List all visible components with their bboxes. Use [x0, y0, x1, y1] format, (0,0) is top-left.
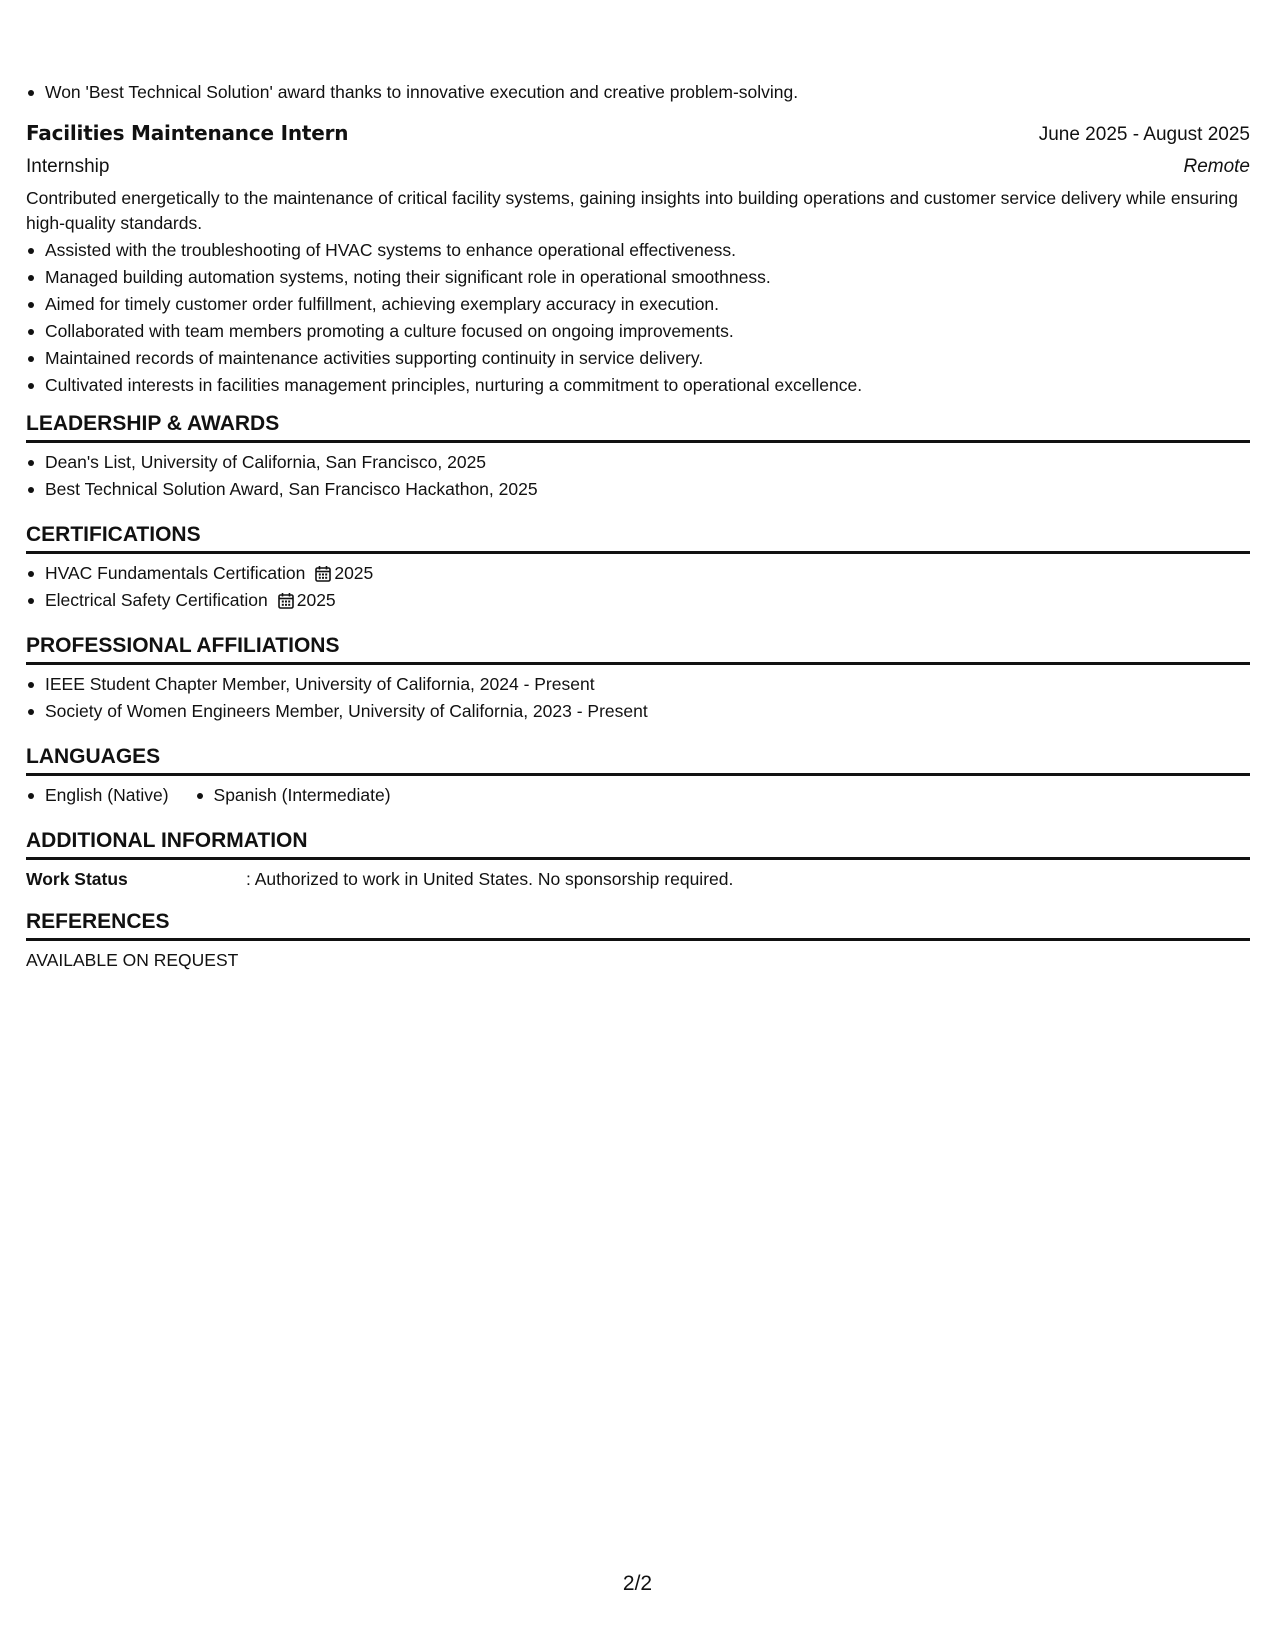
list-item [26, 587, 1250, 614]
previous-job-bullets [26, 79, 1250, 106]
languages-section [26, 744, 1250, 809]
section-heading: LANGUAGES [26, 744, 1250, 776]
list-item: Maintained records of maintenance activities supporting continuity in service delivery. [26, 345, 1250, 372]
certification-year: 2025 [296, 590, 336, 610]
additional-info-section [26, 828, 1250, 893]
work-status-value: : Authorized to work in United States. No sponsorship required. [246, 869, 734, 889]
job-dates: June 2025 - August 2025 [1038, 124, 1250, 145]
affiliations-section [26, 633, 1250, 725]
list-item: Managed building automation systems, noting their significant role in operational smoothness. [26, 264, 1250, 291]
job-bullets [26, 237, 1250, 399]
job-location: Remote [1183, 156, 1250, 177]
certification-name: HVAC Fundamentals Certification [45, 563, 306, 583]
list-item: Society of Women Engineers Member, University of California, 2023 - Present [26, 698, 1250, 725]
list-item: Won 'Best Technical Solution' award thanks to innovative execution and creative problem-solving. [26, 79, 1250, 106]
section-heading: REFERENCES [26, 909, 1250, 941]
page-number: 2/2 [622, 1572, 653, 1595]
job-entry [26, 117, 1250, 399]
certifications-section [26, 522, 1250, 614]
list-item: Assisted with the troubleshooting of HVAC systems to enhance operational effectiveness. [26, 237, 1250, 264]
references-section [26, 909, 1250, 974]
job-type: Internship [26, 156, 110, 177]
certification-year: 2025 [334, 563, 374, 583]
section-heading: PROFESSIONAL AFFILIATIONS [26, 633, 1250, 665]
info-row [26, 866, 1250, 893]
list-item: Best Technical Solution Award, San Francisco Hackathon, 2025 [26, 476, 1250, 503]
list-item: Dean's List, University of California, San Francisco, 2025 [26, 449, 1250, 476]
list-item: Collaborated with team members promoting a culture focused on ongoing improvements. [26, 318, 1250, 345]
list-item [26, 560, 1250, 587]
section-heading: ADDITIONAL INFORMATION [26, 828, 1250, 860]
work-status-label: Work Status [26, 869, 128, 889]
list-item: Spanish (Intermediate) [195, 782, 391, 809]
list-item: IEEE Student Chapter Member, University of California, 2024 - Present [26, 671, 1250, 698]
leadership-section [26, 411, 1250, 503]
references-text: AVAILABLE ON REQUEST [26, 950, 239, 970]
job-title: Facilities Maintenance Intern [26, 121, 349, 145]
calendar-icon [278, 592, 294, 609]
certification-date [278, 590, 336, 610]
certification-name: Electrical Safety Certification [45, 590, 268, 610]
certification-date [315, 563, 373, 583]
list-item: Aimed for timely customer order fulfillment, achieving exemplary accuracy in execution. [26, 291, 1250, 318]
section-heading: CERTIFICATIONS [26, 522, 1250, 554]
calendar-icon [315, 565, 331, 582]
list-item: Cultivated interests in facilities management principles, nurturing a commitment to operational excellence. [26, 372, 1250, 399]
list-item: English (Native) [26, 782, 169, 809]
section-heading: LEADERSHIP & AWARDS [26, 411, 1250, 443]
job-summary: Contributed energetically to the maintenance of critical facility systems, gaining insights into building operations and customer service delivery while ensuring high-quality standards. [26, 188, 1239, 233]
